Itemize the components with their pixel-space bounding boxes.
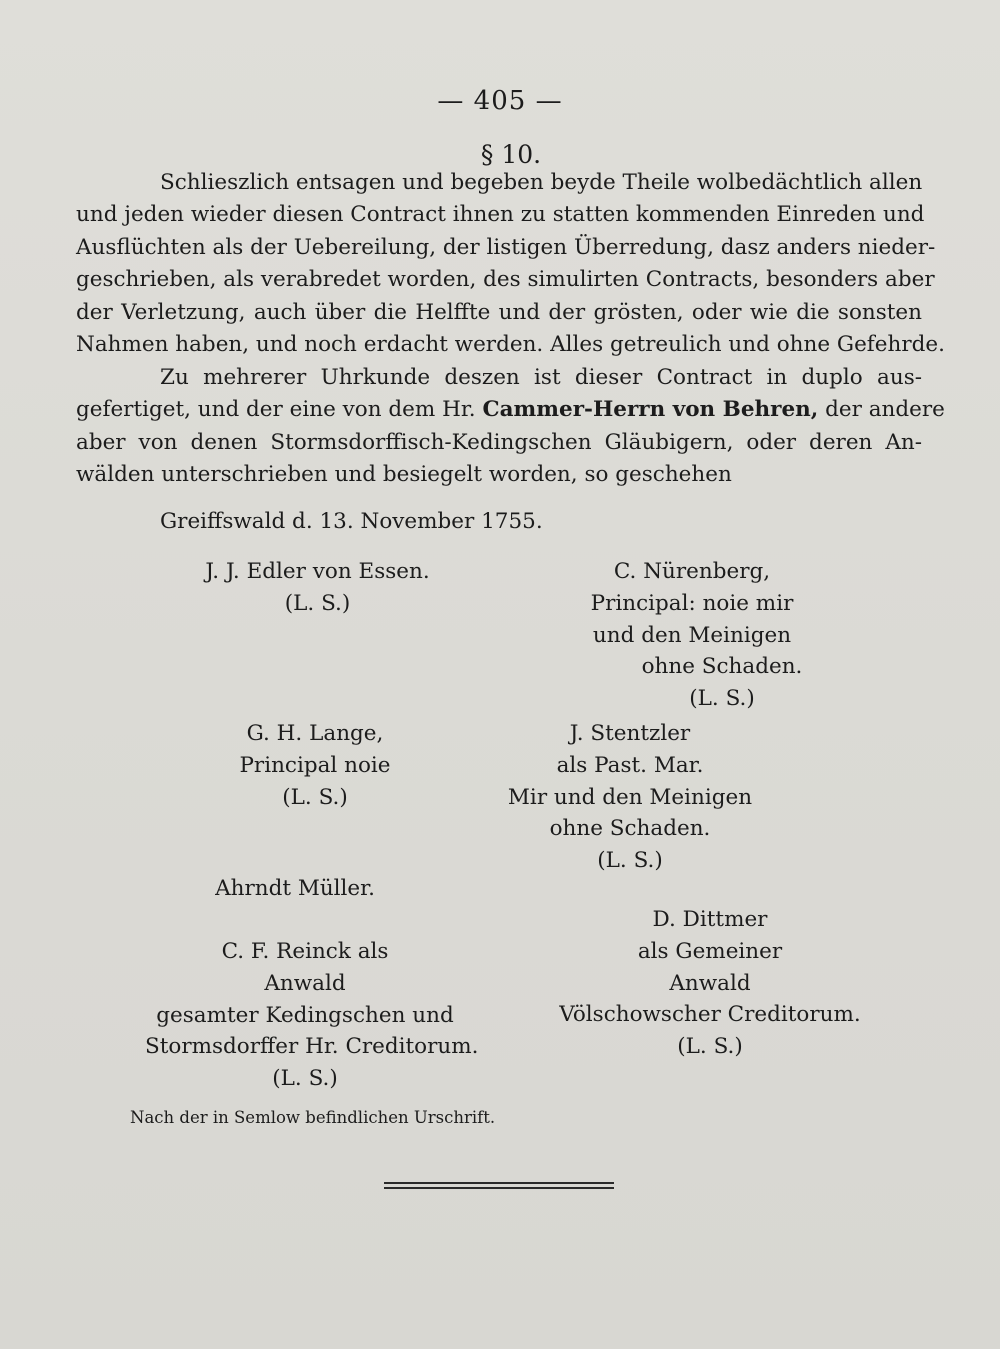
signature-line: Anwald xyxy=(264,970,346,996)
place-date: Greiffswald d. 13. November 1755. xyxy=(160,509,543,534)
signature-line: C. Nürenberg, xyxy=(613,559,771,584)
text-line: Zu mehrerer Uhrkunde deszen ist dieser Contract in duplo aus- xyxy=(160,365,922,390)
text-line xyxy=(76,394,945,426)
signature-line: und den Meinigen xyxy=(592,622,792,648)
text-segment: der andere xyxy=(825,397,945,423)
paragraph-renunciation xyxy=(76,167,945,361)
signature-line: Principal noie xyxy=(239,752,391,778)
signature-line: C. F. Reinck als xyxy=(221,939,389,964)
signature-line: als Past. Mar. xyxy=(556,752,704,778)
section-heading: § 10. xyxy=(480,140,542,169)
seal-mark: (L. S.) xyxy=(677,1034,743,1060)
source-note: Nach der in Semlow befindlichen Urschrift. xyxy=(130,1108,496,1127)
signature-line: als Gemeiner xyxy=(637,938,783,964)
signature-line: Mir und den Meinigen xyxy=(507,784,753,810)
signature-line: G. H. Lange, xyxy=(246,721,384,746)
signature-line: ohne Schaden. xyxy=(549,816,711,842)
signature-line: Stormsdorffer Hr. Creditorum. xyxy=(145,1034,479,1060)
text-line: Schlieszlich entsagen und begeben beyde Theile wolbedächtlich allen xyxy=(160,170,923,195)
signature-line: ohne Schaden. xyxy=(641,654,803,680)
signature-line: gesamter Kedingschen und xyxy=(156,1002,454,1028)
signature-line: D. Dittmer xyxy=(652,907,768,932)
signature-nuerenberg xyxy=(562,556,822,715)
text-line: Ausflüchten als der Uebereilung, der listigen Überredung, dasz anders nieder- xyxy=(76,234,936,260)
signature-line: J. J. Edler von Essen. xyxy=(205,559,430,584)
signature-line: Völschowscher Creditorum. xyxy=(559,1002,861,1028)
text-line: Nahmen haben, und noch erdacht werden. Alles getreulich und ohne Gefehrde. xyxy=(76,331,945,357)
signature-line: Ahrndt Müller. xyxy=(215,876,375,901)
paragraph-execution xyxy=(76,362,945,492)
signature-line: Principal: noie mir xyxy=(590,590,794,616)
bold-name: Cammer-Herrn von Behren, xyxy=(482,397,819,423)
text-line: wälden unterschrieben und besiegelt worden, so geschehen xyxy=(76,462,732,488)
signature-dittmer xyxy=(550,904,870,1063)
signature-mueller xyxy=(195,873,395,905)
seal-mark: (L. S.) xyxy=(689,686,755,712)
text-line: und jeden wieder diesen Contract ihnen zu statten kommenden Einreden und xyxy=(76,202,925,228)
text-segment: gefertiget, und der eine von dem Hr. xyxy=(76,397,476,423)
divider-rule-bottom xyxy=(384,1187,614,1189)
signature-stentzler xyxy=(500,718,760,877)
seal-mark: (L. S.) xyxy=(284,590,351,616)
signature-lange xyxy=(220,718,410,813)
text-line: der Verletzung, auch über die Helffte und der grösten, oder wie die sonsten xyxy=(76,299,922,325)
seal-mark: (L. S.) xyxy=(282,784,348,810)
signature-line: J. Stentzler xyxy=(569,721,691,746)
signature-line: Anwald xyxy=(669,970,751,996)
seal-mark: (L. S.) xyxy=(272,1066,338,1092)
seal-mark: (L. S.) xyxy=(597,848,663,874)
page-number: — 405 — xyxy=(437,86,563,116)
signature-reinck xyxy=(145,936,479,1095)
signature-essen xyxy=(190,556,445,620)
text-line: geschrieben, als verabredet worden, des simulirten Contracts, besonders aber xyxy=(76,267,935,293)
text-line: aber von denen Stormsdorffisch-Kedingschen Gläubigern, oder deren An- xyxy=(76,429,922,455)
divider-rule-top xyxy=(384,1182,614,1184)
